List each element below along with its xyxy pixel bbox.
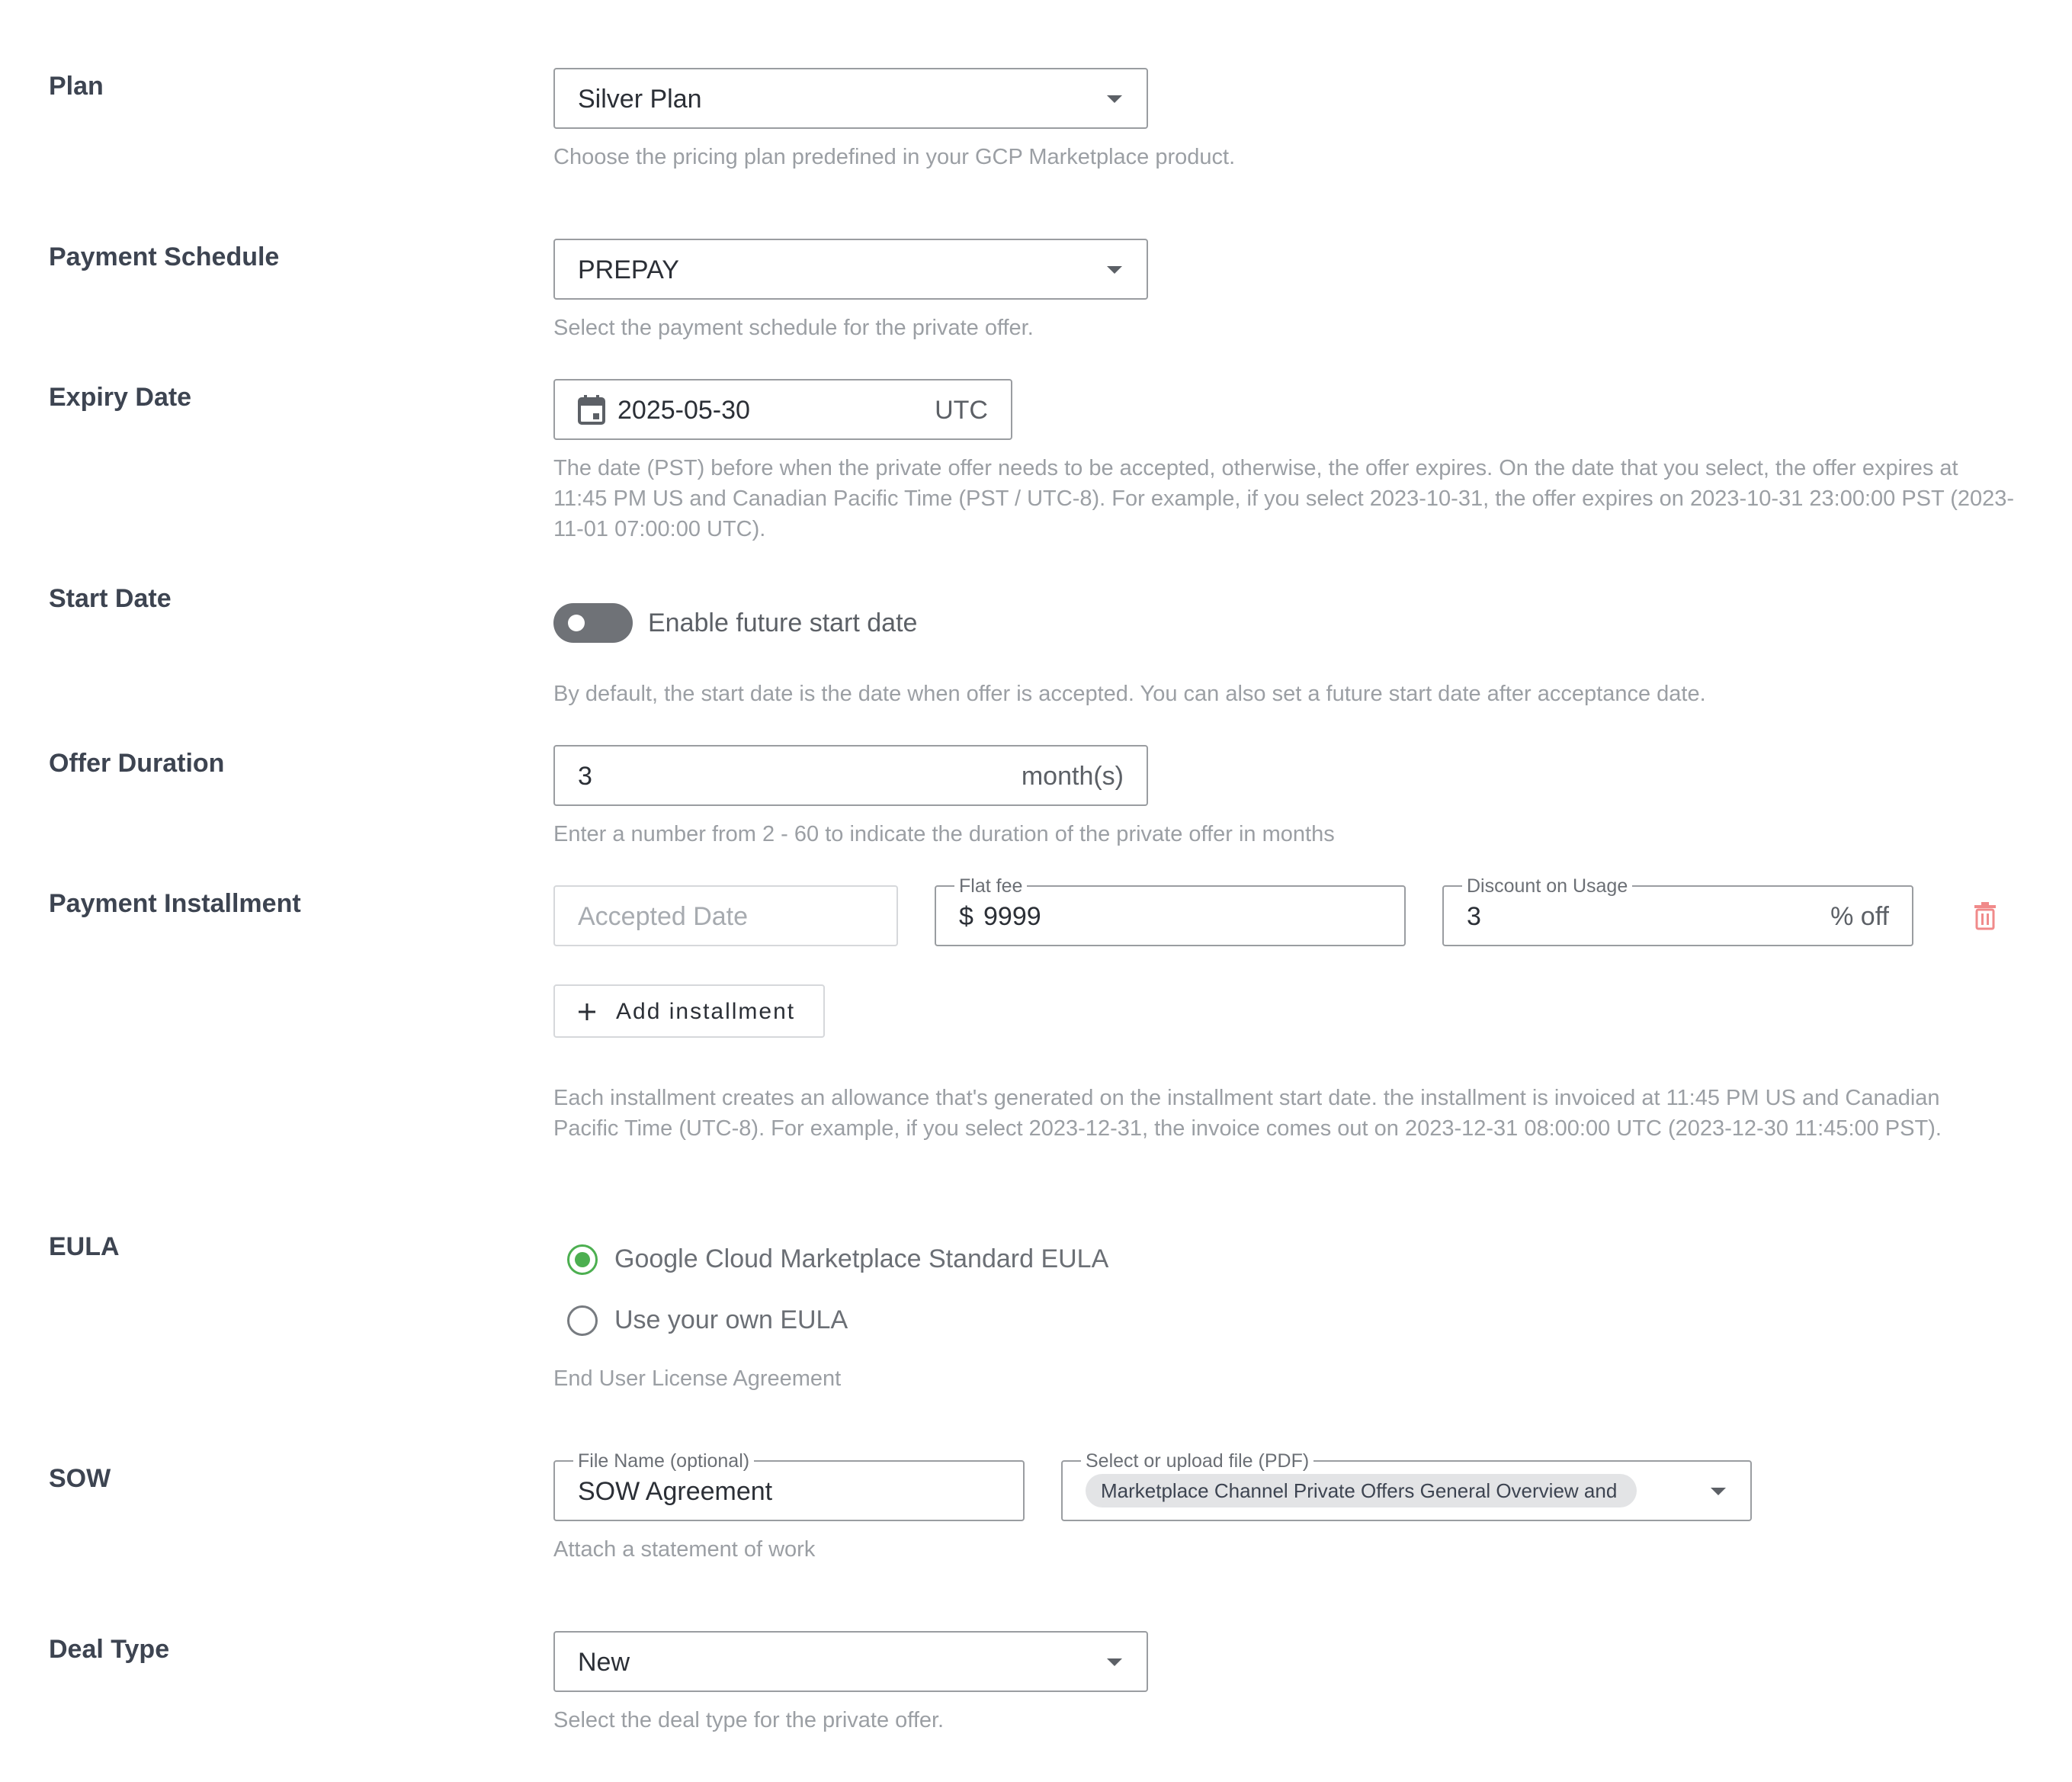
offer-duration-value: 3 — [578, 762, 592, 791]
installment-helper — [553, 1083, 2048, 1144]
flat-fee-legend: Flat fee — [954, 876, 1027, 896]
sow-upload-select[interactable] — [1061, 1450, 1752, 1521]
accepted-date-placeholder: Accepted Date — [578, 902, 749, 931]
expiry-helper-line3: 11-01 07:00:00 UTC). — [553, 517, 766, 541]
toggle-knob — [568, 615, 585, 631]
future-start-toggle-label: Enable future start date — [648, 608, 918, 637]
selected-file-chip[interactable]: Marketplace Channel Private Offers General Overview and — [1086, 1474, 1637, 1507]
installment-helper-line2: Pacific Time (UTC-8). For example, if you select 2023-12-31, the invoice comes out on 2023-12-31 08:00:00 UTC (2023-12-30 11:45:00 PST). — [553, 1116, 1942, 1141]
payment-schedule-helper: Select the payment schedule for the private offer. — [553, 316, 1034, 340]
offer-duration-unit: month(s) — [1021, 762, 1124, 791]
deal-type-select[interactable] — [553, 1631, 1148, 1692]
payment-schedule-select[interactable] — [553, 239, 1148, 300]
discount-input[interactable] — [1442, 875, 1913, 946]
chevron-down-icon — [1711, 1488, 1726, 1495]
expiry-date-helper — [553, 453, 2048, 544]
expiry-helper-line2: 11:45 PM US and Canadian Pacific Time (PST / UTC-8). For example, if you select 2023-10-31, the offer expires on 2023-10-31 23:00:00 PST (2023- — [553, 486, 2015, 511]
plan-select[interactable] — [553, 68, 1148, 129]
sow-file-name-input[interactable] — [553, 1450, 1025, 1521]
plan-label: Plan — [49, 72, 104, 101]
sow-helper: Attach a statement of work — [553, 1537, 816, 1562]
payment-schedule-label: Payment Schedule — [49, 242, 280, 271]
expiry-timezone: UTC — [935, 396, 988, 425]
discount-value: 3 — [1467, 902, 1481, 931]
add-installment-button[interactable] — [553, 984, 825, 1038]
radio-unselected-icon[interactable] — [567, 1305, 598, 1336]
plan-helper: Choose the pricing plan predefined in your GCP Marketplace product. — [553, 145, 1236, 169]
delete-installment-icon[interactable] — [1973, 901, 1997, 930]
eula-option-standard-label: Google Cloud Marketplace Standard EULA — [614, 1244, 1109, 1273]
expiry-date-value: 2025-05-30 — [617, 396, 750, 425]
chevron-down-icon — [1107, 266, 1122, 274]
sow-file-name-value: SOW Agreement — [578, 1477, 773, 1506]
eula-label: EULA — [49, 1232, 120, 1261]
chevron-down-icon — [1107, 1658, 1122, 1666]
calendar-icon[interactable] — [576, 394, 607, 426]
offer-duration-label: Offer Duration — [49, 749, 225, 778]
payment-schedule-value: PREPAY — [578, 255, 679, 284]
start-date-helper: By default, the start date is the date when offer is accepted. You can also set a future start date after acceptance date. — [553, 682, 1706, 706]
expiry-date-label: Expiry Date — [49, 383, 192, 412]
eula-option-own-label: Use your own EULA — [614, 1305, 848, 1334]
expiry-date-input[interactable] — [553, 379, 1012, 440]
sow-label: SOW — [49, 1464, 111, 1493]
add-installment-label: Add installment — [616, 999, 796, 1024]
plus-icon — [578, 1003, 596, 1021]
eula-helper: End User License Agreement — [553, 1366, 842, 1391]
payment-installment-label: Payment Installment — [49, 889, 301, 918]
deal-type-value: New — [578, 1648, 630, 1677]
start-date-label: Start Date — [49, 584, 172, 613]
offer-duration-helper: Enter a number from 2 - 60 to indicate the duration of the private offer in months — [553, 822, 1335, 846]
radio-selected-icon[interactable] — [567, 1244, 598, 1275]
sow-upload-legend: Select or upload file (PDF) — [1081, 1451, 1313, 1471]
flat-fee-value: 9999 — [983, 902, 1041, 931]
currency-symbol: $ — [959, 902, 973, 931]
discount-legend: Discount on Usage — [1462, 876, 1632, 896]
accepted-date-input[interactable] — [553, 885, 898, 946]
future-start-toggle[interactable] — [553, 603, 633, 643]
expiry-helper-line1: The date (PST) before when the private offer needs to be accepted, otherwise, the offer expires. On the date that you select, the offer expires at — [553, 456, 1958, 480]
plan-select-value: Silver Plan — [578, 85, 702, 114]
discount-suffix: % off — [1830, 902, 1889, 931]
offer-duration-input[interactable] — [553, 745, 1148, 806]
chevron-down-icon — [1107, 95, 1122, 103]
deal-type-label: Deal Type — [49, 1635, 170, 1664]
installment-helper-line1: Each installment creates an allowance that's generated on the installment start date. the installment is invoiced at 11:45 PM US and Canadian — [553, 1086, 1940, 1110]
deal-type-helper: Select the deal type for the private offer. — [553, 1708, 945, 1732]
sow-file-name-legend: File Name (optional) — [573, 1451, 754, 1471]
flat-fee-input[interactable] — [935, 875, 1406, 946]
